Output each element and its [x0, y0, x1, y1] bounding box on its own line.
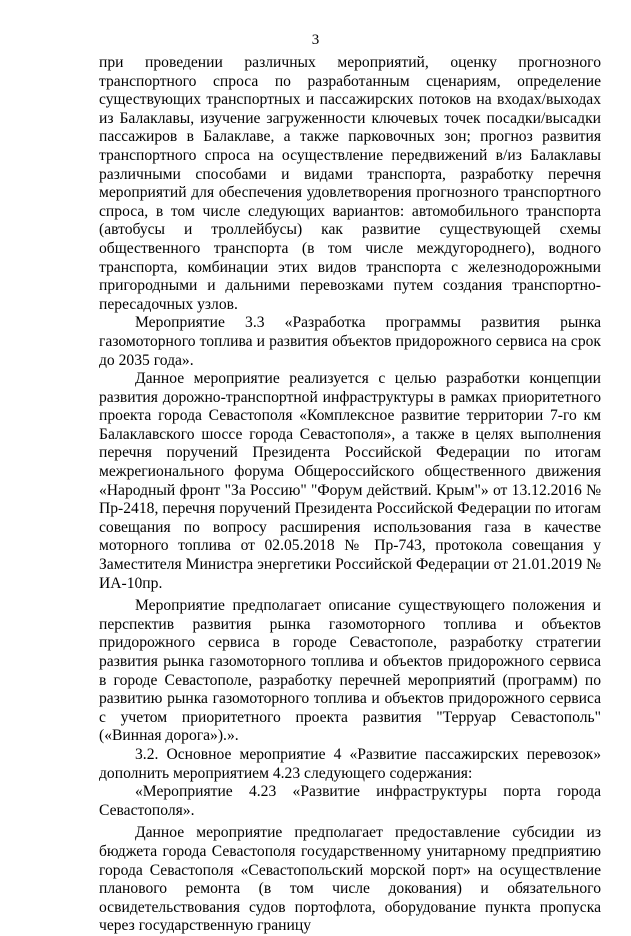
- paragraph-measure-3-3-purpose: Данное мероприятие реализуется с целью разработки концепции развития дорожно-транспортной инфраструктуры в рамках приоритетного проекта города Севастополя «Комплексное развитие территории 7-го км Балаклавского шоссе города Севастополя», а также в целях выполнения перечня поручений Президента Российской Федерации по итогам межрегионального форума Общероссийского общественного движения «Народный фронт "За Россию" "Форум действий. Крым"» от 13.12.2016 № Пр-2418, перечня поручений Президента Российской Федерации по итогам совещания по вопросу расширения использования газа в качестве моторного топлива от 02.05.2018 № Пр-743, протокола совещания у Заместителя Министра энергетики Российской Федерации от 21.01.2019 № ИА-10пр.: [99, 370, 601, 592]
- paragraph-measure-3-3-scope: Мероприятие предполагает описание существующего положения и перспектив развития рынка газомоторного топлива и объектов придорожного сервиса в городе Севастополе, разработку стратегии развития рынка газомоторного топлива и объектов придорожного сервиса в городе Севастополе, разработку перечней мероприятий (программ) по развитию рынка газомоторного топлива и объектов придорожного сервиса с учетом приоритетного проекта развития "Терруар Севастополь" («Винная дорога»).».: [99, 597, 601, 745]
- paragraph-measure-3-3: Мероприятие 3.3 «Разработка программы развития рынка газомоторного топлива и развития объектов придорожного сервиса на срок до 2035 года».: [99, 314, 601, 369]
- document-body: [99, 54, 601, 936]
- paragraph-measure-4-23: «Мероприятие 4.23 «Развитие инфраструктуры порта города Севастополя».: [99, 783, 601, 819]
- paragraph-measure-4-23-description: Данное мероприятие предполагает предоставление субсидии из бюджета города Севастополя государственному унитарному предприятию города Севастополя «Севастопольский морской порт» на осуществление планового ремонта (в том числе докования) и обязательного освидетельствования судов портофлота, оборудование пункта пропуска через государственную границу: [99, 824, 601, 935]
- paragraph-main-measure-4: 3.2. Основное мероприятие 4 «Развитие пассажирских перевозок» дополнить мероприятием 4.23 следующего содержания:: [99, 745, 601, 782]
- paragraph-transport-demand: при проведении различных мероприятий, оценку прогнозного транспортного спроса по разработанным сценариям, определение существующих транспортных и пассажирских потоков на входах/выходах из Балаклавы, изучение загруженности ключевых точек посадки/высадки пассажиров в Балаклаве, а также парковочных зон; прогноз развития транспортного спроса на осуществление передвижений в/из Балаклавы различными способами и видами транспорта, разработку перечня мероприятий для обеспечения удовлетворения прогнозного транспортного спроса, в том числе следующих вариантов: автомобильного транспорта (автобусы и троллейбусы) как развитие существующей схемы общественного транспорта (в том числе междугороднего), водного транспорта, комбинации этих видов транспорта с железнодорожными пригородными и дальними перевозками путем создания транспортно-пересадочных узлов.: [99, 54, 601, 313]
- page-number: 3: [311, 32, 320, 48]
